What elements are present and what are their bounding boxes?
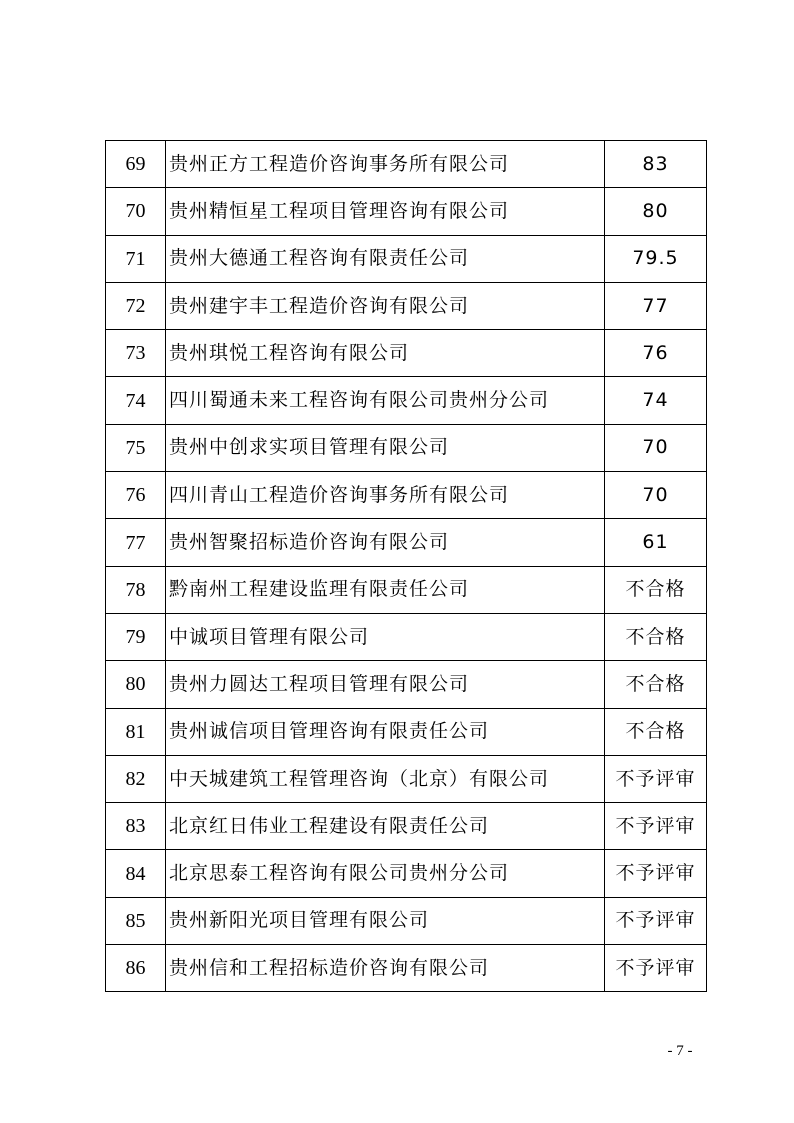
company-name: 贵州正方工程造价咨询事务所有限公司	[166, 141, 605, 188]
score: 61	[605, 519, 707, 566]
company-name: 贵州新阳光项目管理有限公司	[166, 897, 605, 944]
company-name: 中诚项目管理有限公司	[166, 613, 605, 660]
table-row	[106, 377, 707, 424]
score: 70	[605, 472, 707, 519]
row-number: 69	[106, 141, 166, 188]
row-number: 78	[106, 566, 166, 613]
table-row	[106, 188, 707, 235]
score: 不合格	[605, 708, 707, 755]
row-number: 84	[106, 850, 166, 897]
score: 74	[605, 377, 707, 424]
company-name: 贵州力圆达工程项目管理有限公司	[166, 661, 605, 708]
company-name: 贵州精恒星工程项目管理咨询有限公司	[166, 188, 605, 235]
table-row	[106, 803, 707, 850]
table-row	[106, 424, 707, 471]
table-row	[106, 282, 707, 329]
score: 不予评审	[605, 850, 707, 897]
company-name: 贵州智聚招标造价咨询有限公司	[166, 519, 605, 566]
score: 不予评审	[605, 945, 707, 992]
table-row	[106, 945, 707, 992]
company-name: 贵州建宇丰工程造价咨询有限公司	[166, 282, 605, 329]
company-name: 贵州中创求实项目管理有限公司	[166, 424, 605, 471]
company-name: 贵州大德通工程咨询有限责任公司	[166, 235, 605, 282]
score: 不予评审	[605, 755, 707, 802]
row-number: 74	[106, 377, 166, 424]
score: 70	[605, 424, 707, 471]
score: 80	[605, 188, 707, 235]
row-number: 83	[106, 803, 166, 850]
row-number: 81	[106, 708, 166, 755]
score: 不合格	[605, 566, 707, 613]
row-number: 76	[106, 472, 166, 519]
page-number: - 7 -	[667, 1043, 693, 1059]
row-number: 72	[106, 282, 166, 329]
table-row	[106, 613, 707, 660]
company-name: 贵州诚信项目管理咨询有限责任公司	[166, 708, 605, 755]
row-number: 85	[106, 897, 166, 944]
row-number: 70	[106, 188, 166, 235]
results-table	[105, 140, 707, 992]
score: 不合格	[605, 661, 707, 708]
score: 76	[605, 330, 707, 377]
company-name: 四川青山工程造价咨询事务所有限公司	[166, 472, 605, 519]
company-name: 中天城建筑工程管理咨询（北京）有限公司	[166, 755, 605, 802]
row-number: 71	[106, 235, 166, 282]
company-name: 四川蜀通未来工程咨询有限公司贵州分公司	[166, 377, 605, 424]
table-row	[106, 661, 707, 708]
score: 不予评审	[605, 897, 707, 944]
row-number: 77	[106, 519, 166, 566]
row-number: 86	[106, 945, 166, 992]
table-row	[106, 472, 707, 519]
table-row	[106, 519, 707, 566]
score: 83	[605, 141, 707, 188]
table-row	[106, 235, 707, 282]
company-name: 贵州信和工程招标造价咨询有限公司	[166, 945, 605, 992]
company-name: 北京思泰工程咨询有限公司贵州分公司	[166, 850, 605, 897]
row-number: 73	[106, 330, 166, 377]
table-row	[106, 141, 707, 188]
row-number: 79	[106, 613, 166, 660]
table-row	[106, 897, 707, 944]
table-row	[106, 755, 707, 802]
table-row	[106, 850, 707, 897]
company-name: 贵州琪悦工程咨询有限公司	[166, 330, 605, 377]
row-number: 80	[106, 661, 166, 708]
company-name: 北京红日伟业工程建设有限责任公司	[166, 803, 605, 850]
table-row	[106, 330, 707, 377]
row-number: 75	[106, 424, 166, 471]
score: 不合格	[605, 613, 707, 660]
score: 79.5	[605, 235, 707, 282]
score: 77	[605, 282, 707, 329]
score: 不予评审	[605, 803, 707, 850]
table-row	[106, 566, 707, 613]
results-table-body	[106, 141, 707, 992]
company-name: 黔南州工程建设监理有限责任公司	[166, 566, 605, 613]
row-number: 82	[106, 755, 166, 802]
table-row	[106, 708, 707, 755]
